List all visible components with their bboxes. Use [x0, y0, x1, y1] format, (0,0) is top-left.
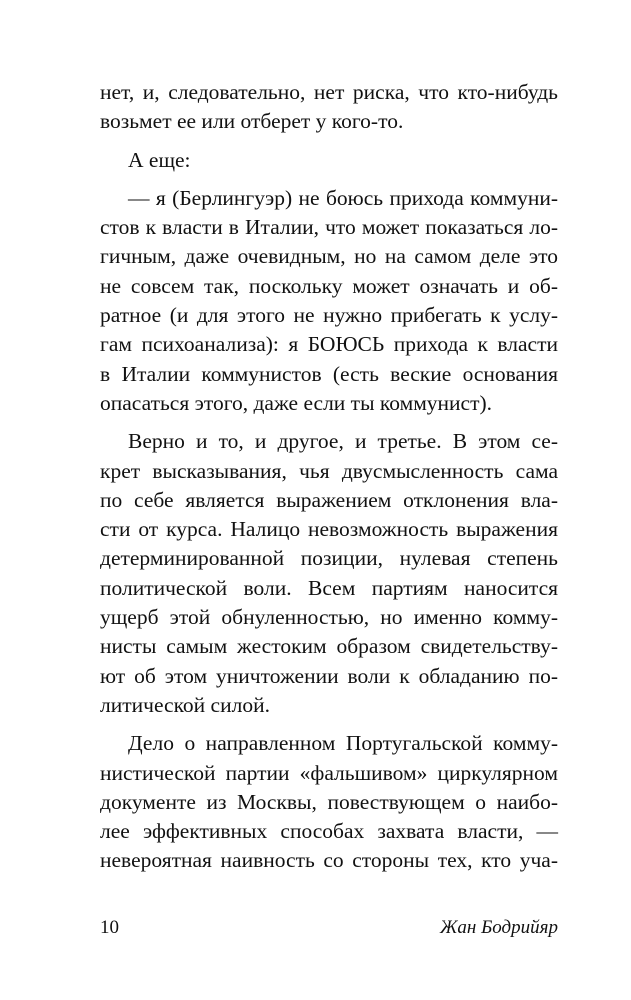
running-head-author: Жан Бодрийяр	[440, 917, 558, 938]
text-line: крет высказывания, чья двусмысленность сама	[100, 458, 558, 483]
page-body-text	[100, 78, 558, 876]
text-line: ущерб этой обнуленностью, но именно комму-	[100, 605, 558, 630]
text-line: нисты самым жестоким образом свидетельству-	[100, 634, 558, 659]
text-line: не совсем так, поскольку может означать и об-	[100, 273, 558, 298]
text-line: опасаться этого, даже если ты коммунист).	[100, 390, 493, 415]
text-line: литической силой.	[100, 692, 270, 717]
text-line: нет, и, следовательно, нет риска, что кто-нибудь	[100, 80, 558, 104]
text-line: по себе является выражением отклонения вла-	[100, 487, 558, 512]
text-line: нистической партии «фальшивом» циркулярном	[100, 760, 558, 785]
text-line: сти от курса. Налицо невозможность выражения	[100, 517, 558, 542]
text-line: А еще:	[128, 147, 191, 172]
text-line: документе из Москвы, повествующем о наибо-	[100, 789, 558, 814]
text-line: Дело о направленном Португальской комму-	[128, 731, 558, 756]
text-line: Верно и то, и другое, и третье. В этом се-	[128, 429, 558, 454]
text-line: политической воли. Всем партиям наносится	[100, 575, 558, 600]
page-number: 10	[100, 917, 119, 938]
text-line: невероятная наивность со стороны тех, кто уча-	[100, 848, 558, 873]
text-line: ют об этом уничтожении воли к обладанию по-	[100, 663, 558, 688]
text-line: стов к власти в Италии, что может показаться ло-	[100, 215, 558, 240]
text-line: — я (Берлингуэр) не боюсь прихода коммуни-	[128, 185, 558, 210]
text-line: гичным, даже очевидным, но на самом деле это	[100, 244, 558, 269]
text-line: в Италии коммунистов (есть веские основания	[100, 361, 558, 386]
text-line: детерминированной позиции, нулевая степень	[100, 546, 558, 571]
text-line: лее эффективных способах захвата власти, —	[100, 819, 558, 844]
text-line: гам психоанализа): я БОЮСЬ прихода к власти	[100, 332, 558, 357]
text-line: ратное (и для этого не нужно прибегать к услу-	[100, 303, 558, 328]
text-line: возьмет ее или отберет у кого-то.	[100, 109, 404, 134]
